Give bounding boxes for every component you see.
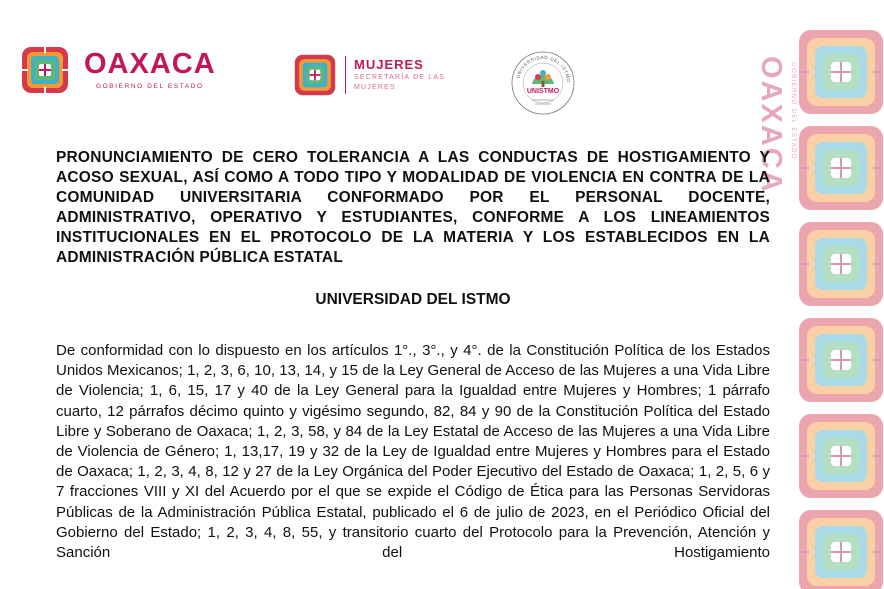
side-pattern-tile xyxy=(799,30,883,114)
document-body: De conformidad con lo dispuesto en los artículos 1°., 3°., y 4°. de la Constitución Política de los Estados Unidos Mexicanos; 1, 2, 3, 6, 10, 13, 14, y 15 de la Ley General de Acceso de las Mujeres a una Vida Libre de Violencia; 1, 6, 15, 17 y 40 de la Ley General para la Igualdad entre Mujeres y Hombres; 1 párrafo cuarto, 12 párrafos décimo quinto y vigésimo segundo, 82, 84 y 90 de la Constitución Política del Estado Libre y Soberano de Oaxaca; 1, 2, 3, 58, y 84 de la Ley Estatal de Acceso de las Mujeres a una Vida Libre de Violencia de Género; 1, 13,17, 19 y 32 de la Ley de Igualdad entre Mujeres y Hombres para el Estado de Oaxaca; 1, 2, 3, 4, 8, 12 y 27 de la Ley Orgánica del Poder Ejecutivo del Estado de Oaxaca; 1, 2, 5, 6 y 7 fracciones VIII y XI del Acuerdo por el que se expide el Código de Ética para las Personas Servidoras Públicas de la Administración Pública Estatal, publicado el 6 de julio de 2023, en el Periódico Oficial del Gobierno del Estado; 1, 2, 3, 4, 8, 55, y transitorio cuarto del Protocolo para la Prevención, Atención y Sanción del Hostigamiento xyxy=(56,342,770,562)
side-oaxaca-wordmark: OAXACA xyxy=(755,56,787,194)
unistmo-logo xyxy=(508,48,578,123)
mujeres-wordmark: MUJERES xyxy=(354,56,424,72)
unistmo-wordmark: UNISTMO xyxy=(526,88,560,95)
side-pattern-tile xyxy=(799,222,883,306)
oaxaca-emblem-icon xyxy=(20,45,70,95)
unistmo-seal-ring-text: UNIVERSIDAD DEL ISTMO xyxy=(515,54,572,83)
unistmo-seal-icon xyxy=(508,48,578,118)
mujeres-emblem-icon xyxy=(293,53,337,97)
side-oaxaca-subtext: GOBIERNO DEL ESTADO xyxy=(790,62,796,160)
side-pattern-icon xyxy=(795,28,884,589)
side-pattern-tile xyxy=(799,126,883,210)
mujeres-subtext-2: MUJERES xyxy=(354,84,396,92)
oaxaca-wordmark: OAXACA xyxy=(84,48,216,80)
side-pattern-tile xyxy=(799,510,883,589)
header-logos xyxy=(0,0,780,140)
side-pattern-tile xyxy=(799,414,883,498)
oaxaca-subtext: GOBIERNO DEL ESTADO xyxy=(95,83,204,90)
document-title: PRONUNCIAMIENTO DE CERO TOLERANCIA A LAS CONDUCTAS DE HOSTIGAMIENTO Y ACOSO SEXUAL, ASÍ COMO A TODO TIPO Y MODALIDAD DE VIOLENCIA EN CONTRA DE LA COMUNIDAD UNIVERSITARIA CONFORMADO POR EL PERSONAL DOCENTE, ADMINISTRATIVO, OPERATIVO Y ESTUDIANTES, CONFORME A LOS LINEAMIENTOS INSTITUCIONALES EN EL PROTOCOLO DE LA MATERIA Y LOS ESTABLECIDOS EN LA ADMINISTRACIÓN PÚBLICA ESTATAL xyxy=(56,149,770,266)
side-pattern-tile xyxy=(799,318,883,402)
oaxaca-logo xyxy=(20,45,216,95)
mujeres-logo xyxy=(293,53,445,97)
side-decorative-strip xyxy=(795,28,884,589)
mujeres-divider xyxy=(345,56,346,94)
mujeres-subtext-1: SECRETARÍA DE LAS xyxy=(354,74,446,82)
document-subtitle: UNIVERSIDAD DEL ISTMO xyxy=(315,291,511,308)
